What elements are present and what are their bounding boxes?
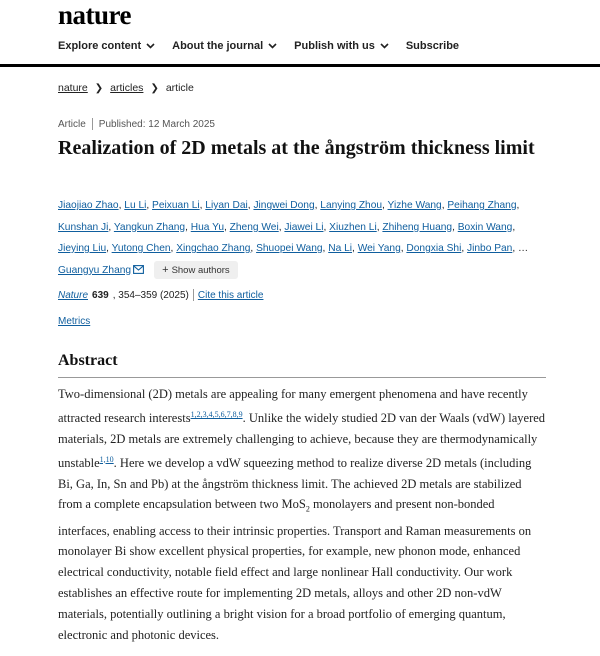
author-link[interactable]: Xiuzhen Li [329, 221, 377, 233]
email-icon[interactable] [133, 265, 144, 274]
chevron-right-icon: ❯ [94, 82, 104, 94]
abstract-divider [58, 377, 546, 378]
chevron-down-icon [380, 43, 389, 49]
nav-explore-content[interactable] [58, 40, 155, 52]
nav-publish-with-us[interactable] [294, 40, 389, 52]
author-link[interactable]: Hua Yu [190, 221, 224, 233]
author-link[interactable]: Xingchao Zhang [176, 243, 251, 254]
divider [193, 289, 194, 301]
nav-label: Subscribe [405, 40, 460, 52]
citation-line [58, 289, 263, 301]
plus-icon: + [162, 263, 172, 276]
nav-label: Explore content [58, 40, 142, 52]
author-link[interactable]: Na Li [328, 243, 353, 254]
metrics-link[interactable]: Metrics [58, 316, 91, 327]
show-authors-button[interactable]: + Show authors [154, 261, 238, 279]
author-link[interactable]: Dongxia Shi [406, 243, 462, 254]
chevron-down-icon [146, 43, 155, 49]
author-link[interactable]: Yizhe Wang [387, 200, 442, 211]
author-link[interactable]: Jieying Liu [58, 243, 107, 254]
author-link-corresponding[interactable]: Guangyu Zhang [58, 264, 132, 276]
divider [92, 118, 93, 130]
breadcrumb-current: article [165, 82, 194, 94]
author-link[interactable]: Shuopei Wang [256, 243, 323, 254]
author-link[interactable]: Zheng Wei [229, 221, 279, 233]
nav-label: Publish with us [294, 40, 375, 52]
author-link[interactable]: Peihang Zhang [447, 200, 517, 211]
author-link[interactable]: Wei Yang [357, 243, 401, 254]
chevron-down-icon [268, 43, 277, 49]
abstract-heading: Abstract [58, 352, 118, 369]
author-link[interactable]: Kunshan Ji [58, 221, 109, 233]
author-link[interactable]: Jiaojiao Zhao [58, 200, 119, 211]
pages: , 354–359 (2025) [112, 289, 189, 301]
article-title: Realization of 2D metals at the ångström thickness limit [58, 137, 535, 159]
author-list: Jiaojiao Zhao, Lu Li, Peixuan Li, Liyan Dai, Jingwei Dong, Lanying Zhou, Yizhe Wang, Peihang Zhang, Kunshan Ji, Yangkun Zhang, Hua Yu, Zheng Wei, Jiawei Li, Xiuzhen Li, Zhiheng Huang, Boxin Wang, Jieying Liu, Yutong Chen, Xingchao Zhang, Shuopei Wang, Na Li, Wei Yang, Dongxia Shi, Jinbo Pan, … Guangyu Zhang + Show authors [58, 195, 546, 281]
volume: 639 [92, 289, 109, 301]
author-link[interactable]: Boxin Wang [457, 221, 513, 233]
author-link[interactable]: Zhiheng Huang [382, 221, 453, 233]
abstract-text: Two-dimensional (2D) metals are appealing for many emergent phenomena and have recently attracted research interests$^{1,2,3,4,5,6,7,8,9}$. Unlike the widely studied 2D van der Waals (vdW) layered materials, 2D metals are extremely challenging to achieve, because they are thermodynamically unstable$^{1,10}$. Here we develop a vdW squeezing method to realize diverse 2D metals (including Bi, Ga, In, Sn and Pb) at the ångström thickness limit. The achieved 2D metals are stabilized from a complete encapsulation between two MoS$_2$ monolayers and present non-bonded interfaces, enabling access to their intrinsic properties. Transport and Raman measurements on monolayer Bi show excellent physical properties, for example, new phonon mode, enhanced electrical conductivity, notable field effect and large nonlinear Hall conductivity. Our work establishes an effective route for implementing 2D metals, alloys and other 2D non-vdW materials, potentially outlining a bright vision for a broad portfolio of emerging quantum, electronic and photonic devices. [58, 387, 546, 642]
author-link[interactable]: Liyan Dai [205, 200, 248, 211]
author-link[interactable]: Lu Li [124, 200, 147, 211]
author-link[interactable]: Yangkun Zhang [113, 221, 186, 233]
journal-link[interactable]: Nature [58, 289, 89, 301]
nature-logo[interactable]: nature [58, 0, 132, 30]
reference-link[interactable]: 1,2,3,4,5,6,7,8,9 [190, 409, 243, 419]
main-nav [58, 40, 476, 52]
author-link[interactable]: Jiawei Li [284, 221, 324, 233]
author-ellipsis: … [518, 243, 529, 254]
breadcrumb-nature[interactable]: nature [58, 82, 88, 94]
author-link[interactable]: Jinbo Pan [467, 243, 513, 254]
cite-this-article-link[interactable]: Cite this article [197, 289, 264, 301]
nav-label: About the journal [172, 40, 264, 52]
article-meta [58, 118, 215, 130]
header-divider [0, 64, 600, 67]
reference-link[interactable]: 1,10 [99, 454, 114, 464]
breadcrumb-articles[interactable]: articles [110, 82, 144, 94]
article-type: Article [58, 118, 86, 130]
chevron-right-icon: ❯ [150, 82, 159, 94]
author-link[interactable]: Jingwei Dong [253, 200, 315, 211]
nav-subscribe[interactable] [406, 40, 459, 52]
author-link[interactable]: Yutong Chen [111, 243, 171, 254]
breadcrumb [58, 82, 194, 94]
author-link[interactable]: Lanying Zhou [320, 200, 383, 211]
nav-about-journal[interactable] [172, 40, 277, 52]
author-link[interactable]: Peixuan Li [152, 200, 200, 211]
published-date: Published: 12 March 2025 [98, 118, 215, 130]
